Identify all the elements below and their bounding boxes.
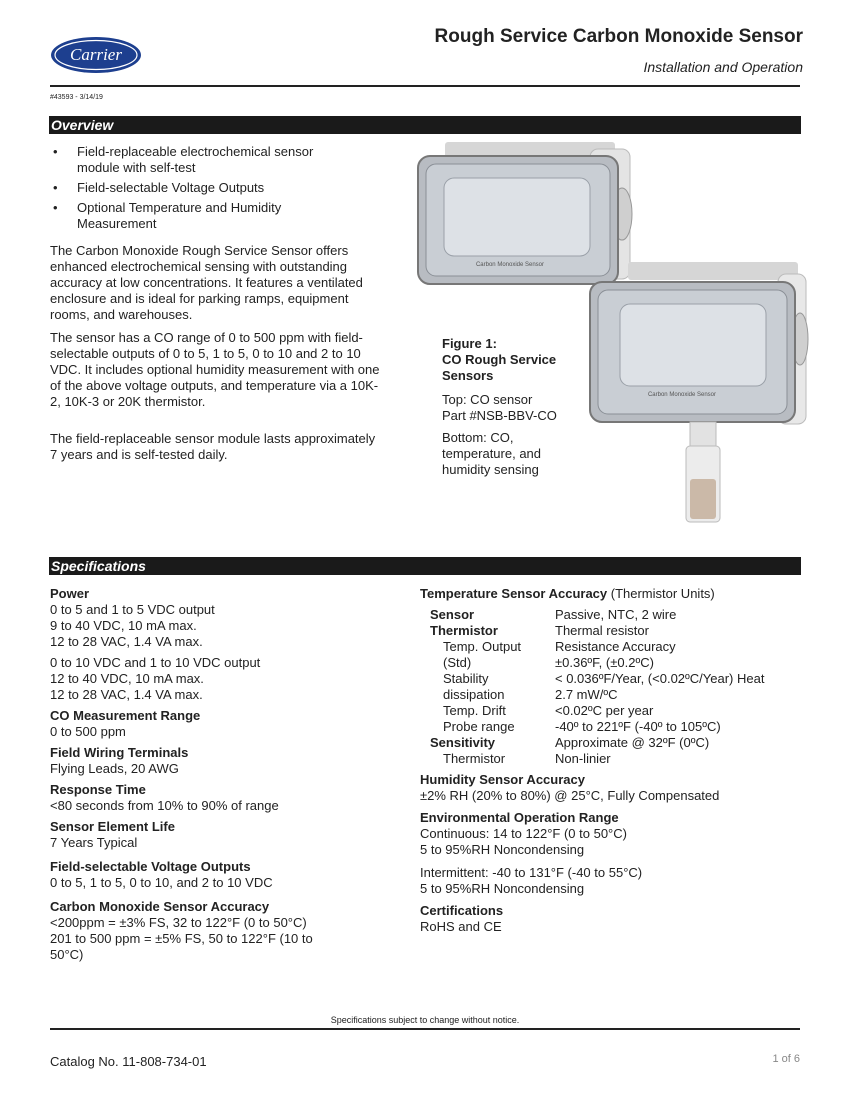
spec-value: ±2% RH (20% to 80%) @ 25°C, Fully Compensated xyxy=(420,788,720,803)
carrier-logo xyxy=(50,36,142,74)
spec-value: Intermittent: -40 to 131°F (-40 to 55°C) xyxy=(420,865,643,880)
spec-heading: Carbon Monoxide Sensor Accuracy xyxy=(50,899,270,914)
table-value: <0.02ºC per year xyxy=(555,703,654,718)
catalog-number: Catalog No. 11-808-734-01 xyxy=(50,1054,207,1069)
spec-value: 0 to 10 VDC and 1 to 10 VDC output xyxy=(50,655,261,670)
page-title: Rough Service Carbon Monoxide Sensor xyxy=(434,26,803,47)
table-value: Non-linier xyxy=(555,751,611,766)
spec-value: 0 to 5, 1 to 5, 0 to 10, and 2 to 10 VDC xyxy=(50,875,273,890)
table-key: (Std) xyxy=(443,655,472,670)
spec-value: Continuous: 14 to 122°F (0 to 50°C) xyxy=(420,826,627,841)
overview-bullets xyxy=(50,144,350,236)
table-value: < 0.036ºF/Year, (<0.02ºC/Year) Heat xyxy=(555,671,765,686)
overview-paragraph: The field-replaceable sensor module lasts approximately 7 years and is self-tested daily. xyxy=(50,431,376,462)
figure-title-line: Sensors xyxy=(442,368,494,383)
bullet-item: • Optional Temperature and Humidity Measurement xyxy=(50,200,350,232)
spec-value: Flying Leads, 20 AWG xyxy=(50,761,179,776)
spec-value: 5 to 95%RH Noncondensing xyxy=(420,881,585,896)
top-device-label: Carbon Monoxide Sensor xyxy=(475,262,545,268)
spec-value: 12 to 40 VDC, 10 mA max. xyxy=(50,671,204,686)
figure-bottom-desc: humidity sensing xyxy=(442,462,539,477)
specifications-heading: Specifications xyxy=(49,557,801,575)
table-value: Thermal resistor xyxy=(555,623,649,638)
spec-heading: Response Time xyxy=(50,782,146,797)
page-subtitle: Installation and Operation xyxy=(643,59,803,75)
figure-caption xyxy=(442,336,582,478)
spec-heading-suffix: (Thermistor Units) xyxy=(607,586,715,601)
spec-value: <80 seconds from 10% to 90% of range xyxy=(50,798,279,813)
spec-heading: Temperature Sensor Accuracy xyxy=(420,586,608,601)
spec-heading: Certifications xyxy=(420,903,504,918)
spec-heading: Field-selectable Voltage Outputs xyxy=(50,859,251,874)
thermistor-table-row xyxy=(430,671,810,687)
thermistor-table-row xyxy=(430,623,810,639)
table-key: Temp. Drift xyxy=(443,703,506,718)
thermistor-table-row xyxy=(430,751,810,767)
figure-title-line: Figure 1: xyxy=(442,336,497,351)
overview-paragraph: The sensor has a CO range of 0 to 500 ppm with field-selectable outputs of 0 to 5, 1 to 5, 0 to 10 and 2 to 10 VDC. It includes optional humidity measurement with one of the above voltage outputs, and temperature via a 10K-2, 10K-3 or 20K thermistor. xyxy=(50,330,380,409)
spec-value: <200ppm = ±3% FS, 32 to 122°F (0 to 50°C) xyxy=(50,915,307,930)
spec-value: 0 to 500 ppm xyxy=(50,724,126,739)
document-id: #43593 - 3/14/19 xyxy=(50,94,103,101)
bullet-item: • Field-selectable Voltage Outputs xyxy=(50,180,350,196)
top-sensor-illustration xyxy=(418,142,632,284)
figure-bottom-desc: temperature, and xyxy=(442,446,542,461)
spec-heading: Sensor Element Life xyxy=(50,819,175,834)
footer-notice: Specifications subject to change without notice. xyxy=(330,1015,520,1025)
thermistor-table-row xyxy=(430,703,810,719)
table-value: Resistance Accuracy xyxy=(555,639,676,654)
spec-value: 12 to 28 VAC, 1.4 VA max. xyxy=(50,634,203,649)
thermistor-table xyxy=(430,607,810,767)
table-key: Sensor xyxy=(430,607,475,622)
figure-title-line: CO Rough Service xyxy=(442,352,557,367)
spec-value: 12 to 28 VAC, 1.4 VA max. xyxy=(50,687,203,702)
spec-heading: Environmental Operation Range xyxy=(420,810,619,825)
table-key: dissipation xyxy=(443,687,505,702)
spec-value: RoHS and CE xyxy=(420,919,502,934)
page-number: 1 of 6 xyxy=(772,1053,800,1065)
thermistor-table-row xyxy=(430,735,810,751)
bottom-sensor-illustration xyxy=(590,262,808,522)
spec-value: 7 Years Typical xyxy=(50,835,138,850)
table-key: Sensitivity xyxy=(430,735,496,750)
spec-value: 9 to 40 VDC, 10 mA max. xyxy=(50,618,197,633)
specs-right-column xyxy=(420,586,810,935)
table-key: Probe range xyxy=(443,719,515,734)
spec-heading: Humidity Sensor Accuracy xyxy=(420,772,585,787)
spec-value: 201 to 500 ppm = ±5% FS, 50 to 122°F (10 to 50°C) xyxy=(50,931,313,962)
thermistor-table-row xyxy=(430,687,810,703)
thermistor-table-row xyxy=(430,607,810,623)
table-value: ±0.36ºF, (±0.2ºC) xyxy=(555,655,654,670)
overview-heading: Overview xyxy=(49,116,801,134)
bottom-device-label: Carbon Monoxide Sensor xyxy=(647,392,717,398)
header-divider xyxy=(50,85,800,87)
table-value: Approximate @ 32ºF (0ºC) xyxy=(555,735,710,750)
table-key: Stability xyxy=(443,671,489,686)
table-value: -40º to 221ºF (-40º to 105ºC) xyxy=(555,719,721,734)
table-key: Thermistor xyxy=(430,623,498,638)
table-value: 2.7 mW/ºC xyxy=(555,687,618,702)
thermistor-table-row xyxy=(430,655,810,671)
thermistor-table-row xyxy=(430,639,810,655)
logo-text: Carrier xyxy=(70,45,122,64)
table-key: Thermistor xyxy=(443,751,506,766)
bullet-item: • Field-replaceable electrochemical sensor module with self-test xyxy=(50,144,350,176)
overview-paragraph: The Carbon Monoxide Rough Service Sensor offers enhanced electrochemical sensing with outstanding accuracy at low concentrations. It features a ventilated enclosure and is ideal for parking ramps, equipment rooms, and warehouses. xyxy=(50,243,363,322)
spec-value: 5 to 95%RH Noncondensing xyxy=(420,842,585,857)
figure-bottom-desc: Bottom: CO, xyxy=(442,430,514,445)
specs-left-column xyxy=(50,586,370,968)
table-key: Temp. Output xyxy=(443,639,522,654)
spec-heading: Field Wiring Terminals xyxy=(50,745,189,760)
footer-divider xyxy=(50,1028,800,1030)
figure-top-part: Part #NSB-BBV-CO xyxy=(442,408,557,423)
figure-top-desc: Top: CO sensor xyxy=(442,392,533,407)
thermistor-table-row xyxy=(430,719,810,735)
spec-heading: CO Measurement Range xyxy=(50,708,201,723)
spec-value: 0 to 5 and 1 to 5 VDC output xyxy=(50,602,215,617)
table-value: Passive, NTC, 2 wire xyxy=(555,607,677,622)
spec-heading: Power xyxy=(50,586,90,601)
